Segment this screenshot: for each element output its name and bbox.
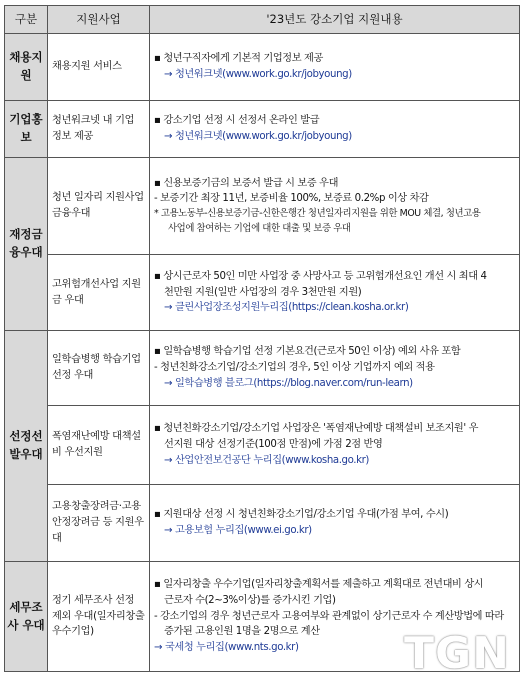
- header-category: 구분: [5, 6, 48, 34]
- table-header-row: [5, 6, 520, 34]
- program-cell: 일학습병행 학습기업 선정 우대: [48, 331, 150, 406]
- table-row: [5, 101, 520, 158]
- content-line: - 청년친화강소기업/강소기업의 경우, 5인 이상 기업까지 예외 적용: [154, 362, 435, 374]
- content-line: - 강소기업의 경우 청년근로자 고용여부와 관계없이 상기근로자 수 계산방법에 따라: [154, 610, 504, 622]
- reference-link[interactable]: → 산업안전보건공단 누리집(www.kosha.go.kr): [164, 454, 369, 466]
- header-program: 지원사업: [48, 6, 150, 34]
- program-cell: 채용지원 서비스: [48, 34, 150, 101]
- table-row: [5, 158, 520, 255]
- content-line: ▪ 청년친화강소기업/강소기업 사업장은 '폭염재난예방 대책설비 보조지원' 우: [154, 423, 479, 435]
- content-line: ▪ 일학습병행 학습기업 선정 기본요건(근로자 50인 이상) 예외 사유 포함: [154, 346, 461, 358]
- content-line: ▪ 지원대상 선정 시 청년친화강소기업/강소기업 우대(가점 부여, 수시): [154, 509, 449, 521]
- content-line: - 보증기간 최장 11년, 보증비율 100%, 보증료 0.2%p 이상 차감: [154, 193, 429, 205]
- program-cell: 청년워크넷 내 기업 정보 제공: [48, 101, 150, 158]
- content-line: 근로자 수(2~3%이상)를 증가시킨 기업): [164, 594, 336, 606]
- content-line: 증가된 고용인원 1명을 2명으로 계산: [164, 626, 320, 638]
- content-cell: [150, 101, 520, 158]
- content-cell: [150, 158, 520, 255]
- reference-link[interactable]: → 클린사업장조성지원누리집(https://clean.kosha.or.kr): [164, 302, 409, 314]
- program-cell: 고용창출장려금·고용안정장려금 등 지원우대: [48, 485, 150, 562]
- header-content: '23년도 강소기업 지원내용: [150, 6, 520, 34]
- table-row: [5, 34, 520, 101]
- content-line: ▪ 신용보증기금의 보증서 발급 시 보증 우대: [154, 177, 339, 189]
- program-cell: 고위험개선사업 지원금 우대: [48, 255, 150, 331]
- reference-link[interactable]: → 고용보험 누리집(www.ei.go.kr): [164, 525, 312, 536]
- footnote-line: 사업에 참여하는 기업에 대한 대출 및 보증 우대: [168, 222, 351, 234]
- content-line: ▪ 강소기업 선정 시 선정서 온라인 발급: [154, 115, 320, 127]
- table-row: [5, 255, 520, 331]
- content-cell: [150, 485, 520, 562]
- category-cell: 재정금융우대: [5, 158, 48, 331]
- content-line: 선지원 대상 선정기준(100점 만점)에 가점 2점 반영: [164, 439, 383, 451]
- content-line: ▪ 일자리창출 우수기업(일자리창출계획서를 제출하고 계획대로 전년대비 상시: [154, 578, 484, 590]
- content-cell: [150, 406, 520, 485]
- reference-link[interactable]: → 일학습병행 블로그(https://blog.naver.com/run-learn): [164, 377, 413, 389]
- category-cell: 채용지원: [5, 34, 48, 101]
- table-row: [5, 485, 520, 562]
- program-cell: 정기 세무조사 선정 제외 우대(일자리창출 우수기업): [48, 562, 150, 672]
- support-table: [4, 5, 520, 672]
- content-cell: [150, 34, 520, 101]
- footnote-line: * 고용노동부-신용보증기금-신한은행간 청년일자리지원을 위한 MOU 체결, 청년고용: [154, 208, 481, 220]
- table-row: [5, 406, 520, 485]
- category-cell: 선정선발우대: [5, 331, 48, 562]
- content-cell: [150, 255, 520, 331]
- content-line: ▪ 청년구직자에게 기본적 기업정보 제공: [154, 53, 323, 65]
- program-cell: 청년 일자리 지원사업 금융우대: [48, 158, 150, 255]
- category-cell: 기업홍보: [5, 101, 48, 158]
- tgn-watermark-logo: TGN: [404, 628, 510, 679]
- content-line: ▪ 상시근로자 50인 미만 사업장 중 사망사고 등 고위험개선요인 개선 시 최대 4: [154, 270, 487, 282]
- program-cell: 폭염재난예방 대책설비 우선지원: [48, 406, 150, 485]
- reference-link[interactable]: → 청년워크넷(www.work.go.kr/jobyoung): [164, 69, 352, 80]
- table-row: [5, 331, 520, 406]
- reference-link[interactable]: → 청년워크넷(www.work.go.kr/jobyoung): [164, 131, 352, 142]
- reference-link[interactable]: → 국세청 누리집(www.nts.go.kr): [154, 642, 299, 654]
- content-line: 천만원 지원(일반 사업장의 경우 3천만원 지원): [164, 286, 362, 298]
- content-cell: [150, 331, 520, 406]
- category-cell: 세무조사 우대: [5, 562, 48, 672]
